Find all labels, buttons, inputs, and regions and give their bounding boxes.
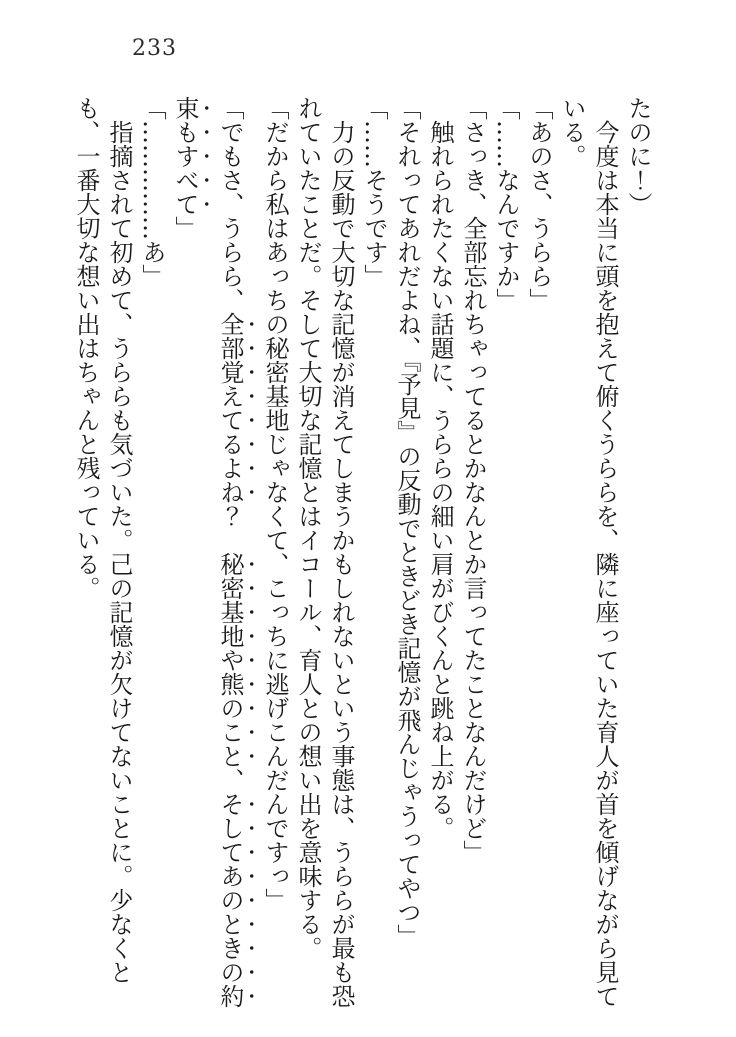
paragraph	[168, 96, 258, 1012]
text-segment: 「だから私はあっちの秘密基地じゃなくて、こっちに逃げこんだんですっ」	[261, 96, 289, 912]
paragraph	[456, 96, 489, 1012]
text-segment: 」	[171, 216, 199, 240]
paragraph	[69, 96, 135, 1012]
text-segment: 「……………あ」	[138, 96, 166, 288]
text-segment: 「……そうです」	[360, 96, 388, 288]
text-segment: 「さっき、全部忘れちゃってるとかなんとか言ってたことなんだけど」	[459, 96, 487, 864]
paragraph	[291, 96, 357, 1012]
text-segment: 今度は本当に頭を抱えて俯くうららを、隣に座っていた育人が首を傾げながら見ている。	[558, 96, 619, 1008]
paragraph	[423, 96, 456, 1012]
text-block	[69, 96, 654, 1012]
text-segment: 「……なんですか」	[492, 96, 520, 312]
text-segment: ？	[216, 504, 244, 552]
emphasized-text: 全部覚えてるよね	[216, 312, 244, 504]
text-segment: 触れられたくない話題に、うららの細い肩がびくんと跳ね上がる。	[426, 120, 454, 840]
text-segment: たのに！）	[624, 96, 652, 216]
text-segment: 指摘されて初めて、うららも気づいた。己の記憶が欠けてないことに。少なくとも、一番大切な想い出はちゃんと残っている。	[72, 96, 133, 984]
text-segment: 力の反動で大切な記憶が消えてしまうかもしれないという事態は、うららが最も恐れていたことだ。そして大切な記憶とはイコール、育人との想い出を意味する。	[294, 96, 355, 1008]
paragraph	[258, 96, 291, 1012]
paragraph	[390, 96, 423, 1012]
text-segment: 「でもさ、うらら、	[216, 96, 244, 312]
emphasized-text: 秘密基地や熊のこと、そしてあのときの約束もすべて	[171, 96, 244, 1008]
paragraph	[489, 96, 522, 1012]
paragraph	[135, 96, 168, 1012]
page-number: 233	[132, 36, 177, 61]
text-segment: 「それってあれだよね、『予見』の反動でときどき記憶が飛んじゃうってやつ」	[393, 96, 421, 948]
text-segment: 「あのさ、うらら」	[525, 96, 553, 312]
paragraph	[357, 96, 390, 1012]
paragraph	[621, 96, 654, 1012]
paragraph	[555, 96, 621, 1012]
paragraph	[522, 96, 555, 1012]
